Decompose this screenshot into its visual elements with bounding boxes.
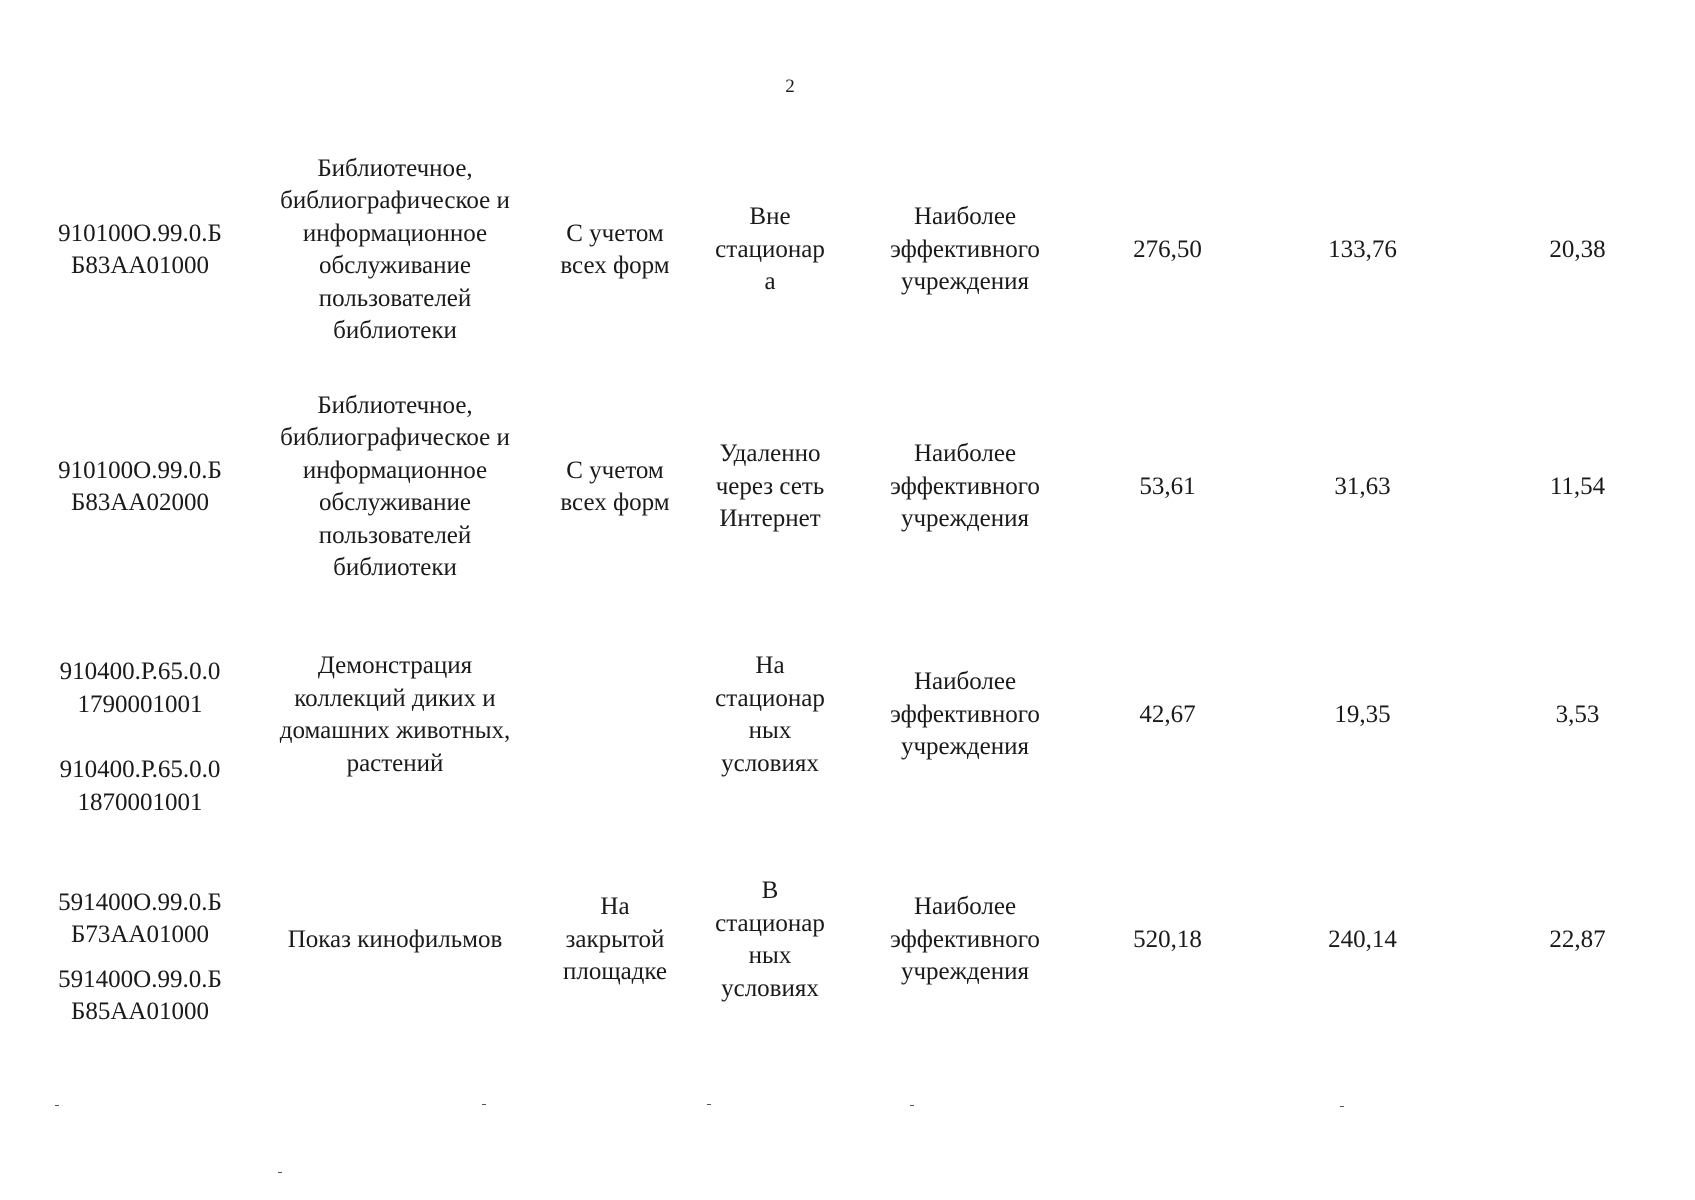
scan-mark: [482, 1104, 486, 1105]
name-line: информационное: [302, 219, 488, 247]
name-line: Библиотечное,: [317, 154, 473, 182]
category-line: С учетом: [566, 219, 664, 247]
code-line: 591400О.99.0.Б: [58, 888, 222, 916]
institution-line: учреждения: [900, 958, 1029, 986]
value-3-cell: 3,53: [1555, 700, 1600, 728]
institution-cell: [855, 650, 1075, 780]
condition-line: На: [755, 652, 785, 679]
service-name-cell: [250, 150, 540, 350]
category-line: С учетом: [566, 456, 664, 484]
service-code: [58, 455, 222, 520]
condition-line: В: [761, 877, 779, 904]
scan-mark: [910, 1105, 914, 1106]
service-code: [58, 964, 222, 1029]
category-line: площадке: [562, 958, 668, 986]
institution-line: эффективного: [890, 235, 1040, 263]
value-1-cell: 42,67: [1139, 700, 1196, 728]
condition-line: условиях: [721, 749, 819, 777]
condition-cell: [690, 875, 850, 1005]
name-line: Демонстрация: [317, 652, 473, 679]
name-line: коллекций диких и: [294, 684, 496, 712]
scan-mark: [55, 1105, 59, 1106]
code-line: Б83АА02000: [71, 489, 209, 516]
name-line: растений: [346, 749, 444, 777]
service-code: [60, 754, 221, 819]
institution-line: учреждения: [900, 733, 1029, 761]
name-line: Показ кинофильмов: [287, 925, 503, 953]
service-name-cell: [250, 875, 540, 1005]
institution-line: эффективного: [890, 700, 1040, 728]
scan-mark: [707, 1104, 711, 1105]
condition-line: ных: [748, 717, 792, 744]
code-line: 910100О.99.0.Б: [58, 219, 222, 247]
name-line: домашних животных,: [279, 717, 511, 744]
value-1-cell: 520,18: [1133, 925, 1202, 953]
institution-line: Наиболее: [913, 893, 1017, 921]
condition-line: Удаленно: [719, 440, 821, 468]
condition-cell: [690, 150, 850, 350]
value-2-cell: 19,35: [1334, 700, 1391, 728]
condition-cell: [690, 387, 850, 587]
table-row: [0, 875, 1695, 1040]
condition-line: через сеть: [715, 472, 825, 500]
name-line: информационное: [302, 456, 488, 484]
name-line: обслуживание: [318, 489, 472, 516]
value-1-cell: 53,61: [1139, 472, 1196, 500]
code-line: Б83АА01000: [71, 252, 209, 279]
category-cell: [540, 150, 690, 350]
table-row: [0, 650, 1695, 825]
institution-cell: [855, 387, 1075, 587]
page-number: 2: [785, 76, 795, 97]
code-line: 910100О.99.0.Б: [58, 456, 222, 484]
scan-mark: [1340, 1106, 1344, 1107]
name-line: библиографическое и: [280, 187, 510, 214]
service-name-cell: [250, 650, 540, 780]
value-2-cell: 133,76: [1328, 235, 1397, 263]
code-line: Б85АА01000: [71, 998, 209, 1025]
value-3-cell: 22,87: [1549, 925, 1606, 953]
institution-cell: [855, 875, 1075, 1005]
category-cell: [540, 875, 690, 1005]
condition-line: стационар: [715, 909, 825, 937]
institution-line: Наиболее: [913, 668, 1017, 696]
table-row: [0, 150, 1695, 350]
condition-line: стационар: [715, 235, 825, 263]
service-code-cell: [30, 875, 250, 1040]
condition-line: ных: [748, 942, 792, 969]
value-3-cell: 11,54: [1549, 472, 1606, 500]
code-line: 910400.Р.65.0.0: [59, 756, 221, 783]
condition-line: Интернет: [719, 505, 821, 533]
code-line: 910400.Р.65.0.0: [59, 658, 221, 685]
value-3-cell: 20,38: [1549, 235, 1606, 263]
table-row: [0, 387, 1695, 587]
institution-line: Наиболее: [913, 440, 1017, 468]
institution-line: эффективного: [890, 472, 1040, 500]
category-cell: [540, 387, 690, 587]
name-line: пользователей: [318, 521, 472, 549]
service-code-cell: [30, 387, 250, 587]
condition-line: Вне: [749, 203, 791, 231]
service-code: [58, 218, 222, 283]
service-code: [60, 656, 221, 721]
code-line: 1790001001: [77, 690, 203, 718]
condition-line: а: [764, 268, 776, 296]
code-line: 591400О.99.0.Б: [58, 965, 222, 993]
scan-mark: [278, 1172, 282, 1173]
service-code-cell: [30, 650, 250, 825]
category-line: всех форм: [560, 489, 670, 516]
condition-line: условиях: [721, 974, 819, 1002]
condition-cell: [690, 650, 850, 780]
name-line: Библиотечное,: [317, 391, 473, 419]
institution-line: эффективного: [890, 925, 1040, 953]
code-line: 1870001001: [77, 788, 203, 816]
value-2-cell: 31,63: [1334, 472, 1391, 500]
service-code: [58, 887, 222, 952]
code-line: Б73АА01000: [71, 921, 209, 948]
category-line: всех форм: [560, 252, 670, 279]
category-line: закрытой: [565, 925, 665, 953]
name-line: библиотеки: [333, 554, 457, 581]
institution-line: учреждения: [900, 268, 1029, 296]
category-line: На: [600, 893, 630, 921]
institution-line: учреждения: [900, 505, 1029, 533]
institution-line: Наиболее: [913, 203, 1017, 231]
value-1-cell: 276,50: [1133, 235, 1202, 263]
name-line: обслуживание: [318, 252, 472, 279]
name-line: библиотеки: [333, 317, 457, 344]
service-code-cell: [30, 150, 250, 350]
name-line: библиографическое и: [280, 424, 510, 451]
value-2-cell: 240,14: [1328, 925, 1397, 953]
institution-cell: [855, 150, 1075, 350]
condition-line: стационар: [715, 684, 825, 712]
name-line: пользователей: [318, 284, 472, 312]
service-name-cell: [250, 387, 540, 587]
